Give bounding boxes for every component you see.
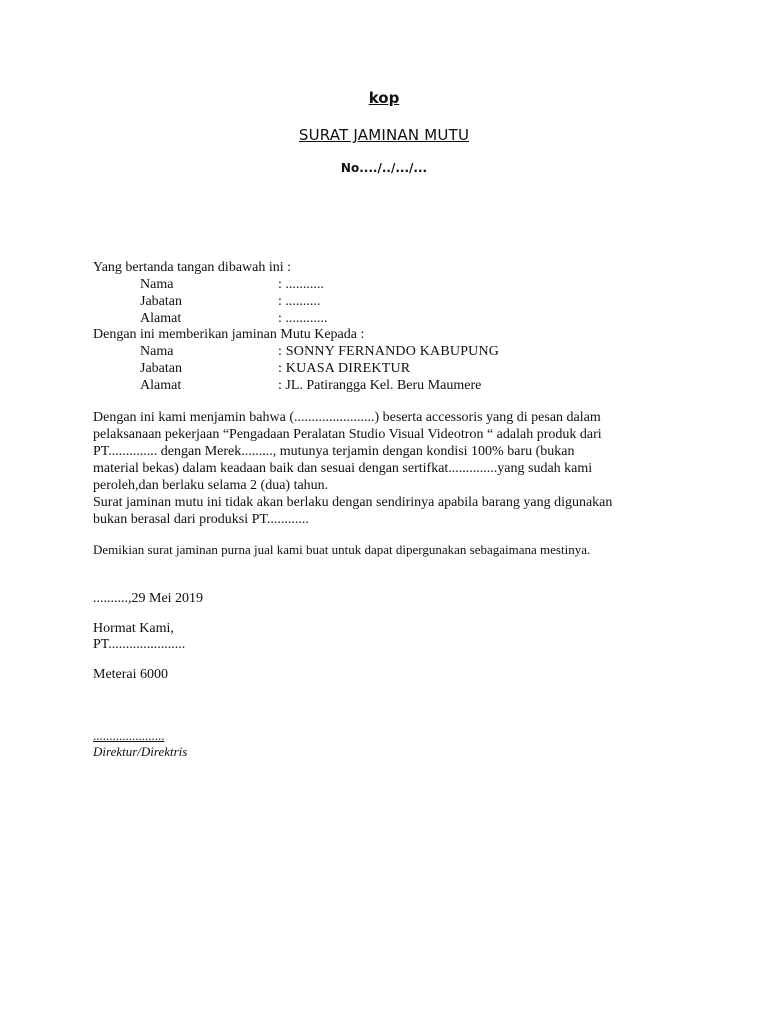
body-line: bukan berasal dari produksi PT............ (93, 512, 309, 527)
recipient-address-value: : JL. Patirangga Kel. Beru Maumere (278, 378, 482, 393)
signature-title: Direktur/Direktris (93, 744, 188, 759)
closing-statement: Demikian surat jaminan purna jual kami buat untuk dapat dipergunakan sebagaimana mestinya. (93, 542, 591, 557)
recipient-position-label: Jabatan (140, 361, 182, 376)
signer-address-label: Alamat (140, 311, 182, 326)
signer-intro: Yang bertanda tangan dibawah ini : (93, 260, 292, 275)
signature-line: ...................... (93, 728, 165, 743)
regards-text: Hormat Kami, (93, 621, 174, 636)
body-line: PT.............. dengan Merek........., mutunya terjamin dengan kondisi 100% baru (bukan (93, 444, 575, 459)
body-line: peroleh,dan berlaku selama 2 (dua) tahun. (93, 478, 329, 493)
body-line: Surat jaminan mutu ini tidak akan berlaku dengan sendirinya apabila barang yang digunakan (93, 495, 613, 510)
signer-address-value: : ............ (278, 311, 328, 326)
recipient-name-value: : SONNY FERNANDO KABUPUNG (278, 344, 500, 359)
signer-position-label: Jabatan (140, 294, 182, 309)
document-title: SURAT JAMINAN MUTU (298, 126, 470, 144)
body-line: material bekas) dalam keadaan baik dan sesuai dengan sertifkat..............yang sudah kami (93, 461, 593, 476)
guarantee-intro: Dengan ini memberikan jaminan Mutu Kepada : (93, 327, 365, 342)
stamp-duty-note: Meterai 6000 (93, 667, 169, 682)
signer-name-value: : ........... (278, 277, 324, 292)
letterhead-placeholder: kop (368, 89, 400, 107)
signer-position-value: : .......... (278, 294, 321, 309)
company-name: PT...................... (93, 637, 186, 652)
recipient-address-label: Alamat (140, 378, 182, 393)
recipient-name-label: Nama (140, 344, 174, 359)
document-number: No..../../.../... (340, 161, 428, 175)
letter-date: ..........,29 Mei 2019 (93, 591, 204, 606)
guarantee-body (93, 409, 683, 528)
signer-name-label: Nama (140, 277, 174, 292)
body-line: Dengan ini kami menjamin bahwa (.......................) beserta accessoris yang di pesan dalam (93, 410, 601, 425)
recipient-position-value: : KUASA DIREKTUR (278, 361, 411, 376)
body-line: pelaksanaan pekerjaan “Pengadaan Peralatan Studio Visual Videotron “ adalah produk dari (93, 427, 602, 442)
